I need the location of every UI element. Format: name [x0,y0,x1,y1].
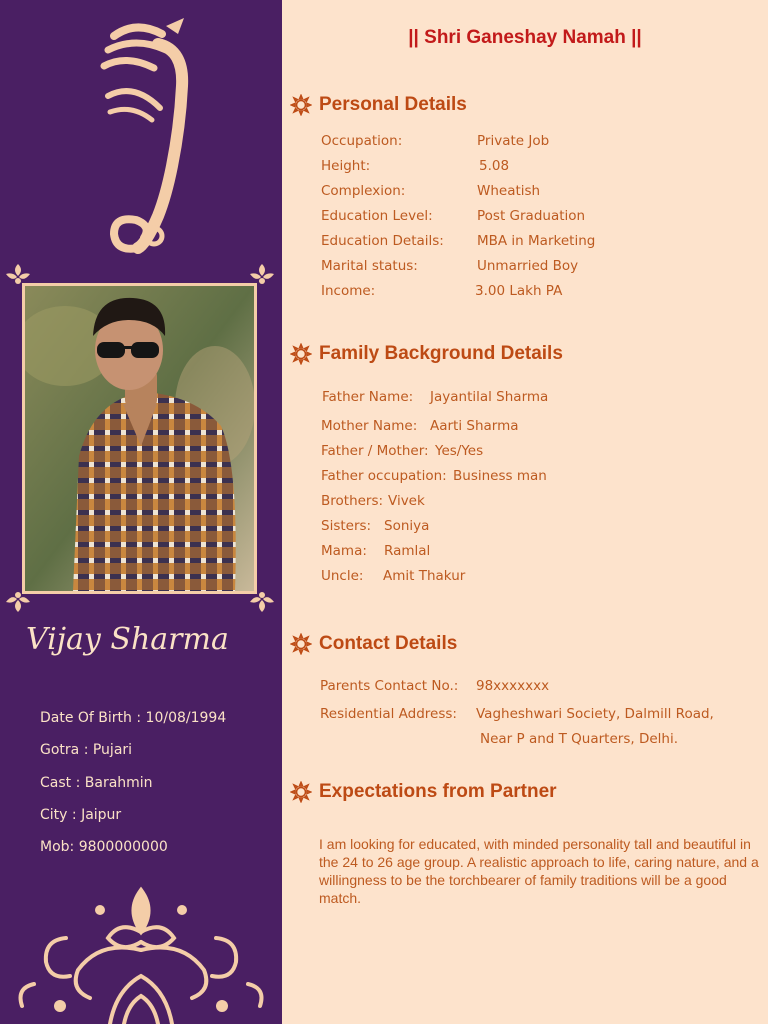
contact-details-title: Contact Details [319,633,458,654]
expectations-text: I am looking for educated, with minded personality tall and beautiful in the 24 to 26 age group. A realistic approach to life, caring nature, and a willingness to be the torchbearer of family traditions will be a good match. [319,836,759,906]
contact-label-parents: Parents Contact No.: [320,678,459,694]
family-label-sisters: Sisters: [321,518,372,534]
profile-gotra-value: Pujari [92,742,133,758]
family-value-mother-name: Aarti Sharma [430,418,519,434]
sidebar [0,0,282,1024]
personal-label-height: Height: [321,158,371,174]
personal-label-marital-status: Marital status: [321,258,418,274]
contact-details-heading [290,633,457,655]
profile-name: Vijay Sharma [26,622,229,657]
family-value-father-name: Jayantilal Sharma [430,389,549,405]
profile-cast-label: Cast : [40,775,81,791]
profile-gotra [40,742,132,758]
family-value-uncle: Amit Thakur [383,568,466,584]
lotus-ring-icon [290,633,312,655]
family-label-father-occupation: Father occupation: [321,468,447,484]
profile-mobile-label: Mob: [40,839,75,855]
profile-cast [40,775,153,791]
profile-mobile-value: 9800000000 [78,839,168,855]
family-details-heading [290,343,563,365]
page-header: || Shri Ganeshay Namah || [408,27,642,48]
personal-label-education-details: Education Details: [321,233,444,249]
family-label-father-name: Father Name: [322,389,414,405]
contact-value-address-line2: Near P and T Quarters, Delhi. [480,731,678,747]
profile-gotra-label: Gotra : [40,742,89,758]
lotus-ring-icon [290,343,312,365]
personal-value-income: 3.00 Lakh PA [475,283,563,299]
profile-photo-image [25,286,254,591]
profile-city [40,807,121,823]
profile-dob-label: Date Of Birth : [40,710,142,726]
personal-value-complexion: Wheatish [477,183,541,199]
family-value-father-occupation: Business man [453,468,547,484]
lotus-ring-icon [290,94,312,116]
personal-details-title: Personal Details [319,94,467,115]
personal-value-marital-status: Unmarried Boy [477,258,579,274]
expectations-title: Expectations from Partner [319,781,557,802]
lotus-ring-icon [290,781,312,803]
family-value-brothers: Vivek [388,493,425,509]
personal-value-education-level: Post Graduation [477,208,586,224]
family-label-brothers: Brothers: [321,493,384,509]
personal-value-occupation: Private Job [477,133,550,149]
personal-value-height: 5.08 [479,158,510,174]
personal-label-complexion: Complexion: [321,183,406,199]
family-label-mama: Mama: [321,543,367,559]
contact-value-parents: 98xxxxxxx [476,678,550,694]
ganesha-motif-icon [96,16,196,261]
main-content [282,0,768,1024]
family-label-uncle: Uncle: [321,568,364,584]
personal-value-education-details: MBA in Marketing [477,233,596,249]
personal-details-heading [290,94,467,116]
profile-photo [22,283,257,594]
family-label-mother-name: Mother Name: [321,418,418,434]
contact-label-address: Residential Address: [320,706,457,722]
family-label-father-mother: Father / Mother: [321,443,429,459]
profile-cast-value: Barahmin [84,775,153,791]
family-value-father-mother: Yes/Yes [435,443,484,459]
profile-city-value: Jaipur [81,807,122,823]
family-value-mama: Ramlal [384,543,431,559]
profile-mobile [40,839,168,855]
personal-label-education-level: Education Level: [321,208,433,224]
contact-value-address-line1: Vagheshwari Society, Dalmill Road, [476,706,714,722]
expectations-heading [290,781,557,803]
floral-ornament-icon [0,880,282,1024]
profile-city-label: City : [40,807,77,823]
personal-label-occupation: Occupation: [321,133,403,149]
profile-dob-value: 10/08/1994 [145,710,227,726]
family-value-sisters: Soniya [384,518,430,534]
profile-dob [40,710,226,726]
family-details-title: Family Background Details [319,343,563,364]
personal-label-income: Income: [321,283,376,299]
